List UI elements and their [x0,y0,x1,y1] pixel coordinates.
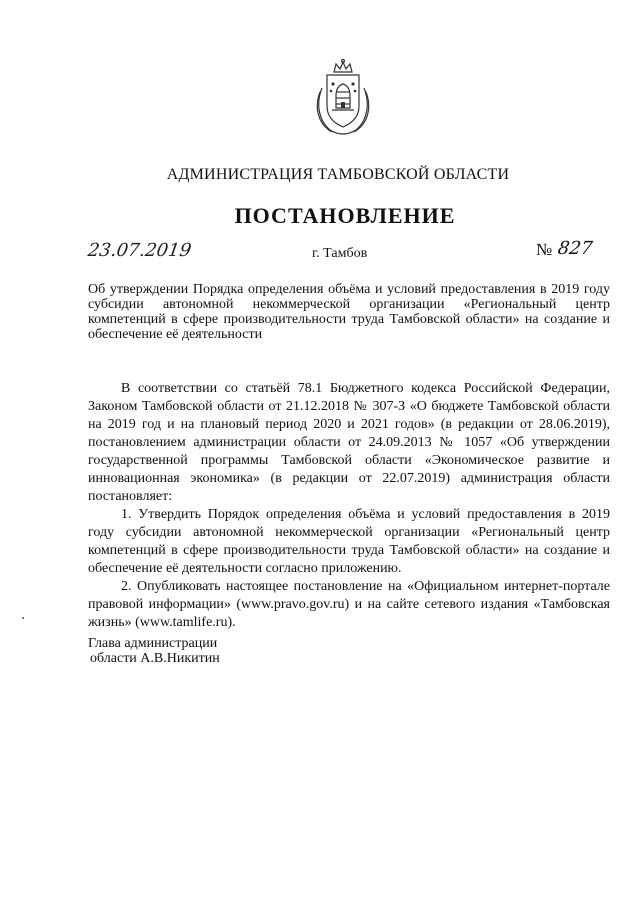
item-1-paragraph: 1. Утвердить Порядок определения объёма и условий предоставления в 2019 году субсидии автономной некоммерческой организации «Региональный центр компетенций в сфере производительности труда Тамбовской области» на создание и обеспечение её деятельности согласно приложению. [88,507,610,576]
agency-name: АДМИНИСТРАЦИЯ ТАМБОВСКОЙ ОБЛАСТИ [166,166,510,183]
document-city: г. Тамбов [312,246,368,261]
document-number: 827 [556,238,594,259]
document-type-title: ПОСТАНОВЛЕНИЕ [234,203,456,228]
preamble-paragraph: В соответствии со статьёй 78.1 Бюджетного кодекса Российской Федерации, Законом Тамбовской области от 21.12.2018 № 307-З «О бюджете Тамбовской области на 2019 год и на плановый период 2020 и 2021 годов» (в редакции от 28.06.2019), постановлением администрации области от 24.09.2013 № 1057 «Об утверждении государственной программы Тамбовской области «Экономическое развитие и инновационная экономика» (в редакции от 22.07.2019) администрация области постановляет: [88,381,610,504]
signature-title: Глава администрации [88,636,218,651]
margin-mark [22,617,24,619]
signature-block [88,636,220,666]
number-sign: № [536,240,553,259]
item-2-paragraph: 2. Опубликовать настоящее постановление на «Официальном интернет-портале правовой информации» (www.pravo.gov.ru) и на сайте сетевого издания «Тамбовская жизнь» (www.tamlife.ru). [88,579,610,630]
document-subject: Об утверждении Порядка определения объёма и условий предоставления в 2019 году субсидии автономной некоммерческой организации «Региональный центр компетенций в сфере производительности труда Тамбовской области» на создание и обеспечение её деятельности [88,282,610,342]
document-body [88,380,610,632]
coat-of-arms-icon [312,58,374,138]
document-date: 23.07.2019 [86,240,193,261]
signature-name: области А.В.Никитин [90,651,220,666]
